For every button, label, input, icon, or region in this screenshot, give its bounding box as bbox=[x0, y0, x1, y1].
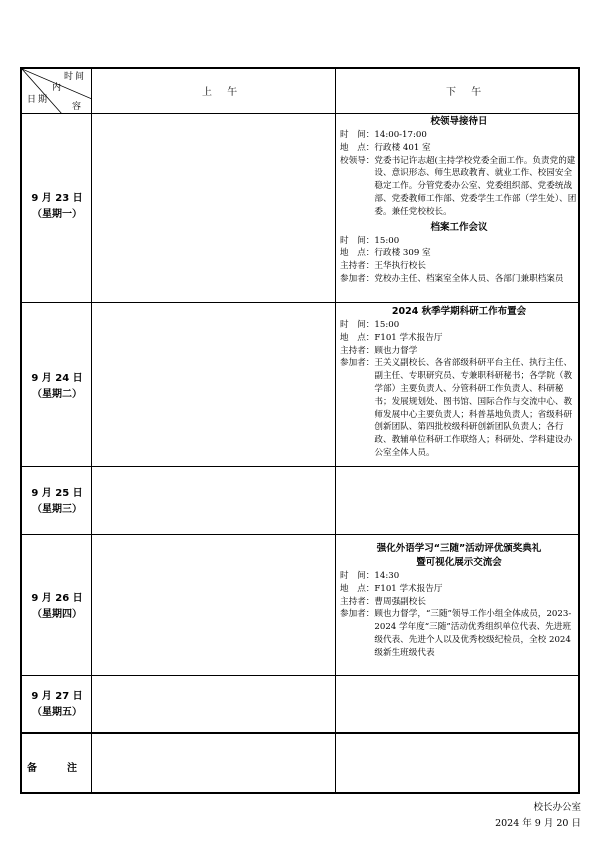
event-row bbox=[340, 332, 578, 345]
event-row bbox=[340, 142, 578, 155]
row-key: 校领导： bbox=[340, 155, 375, 166]
event-title: 校领导接待日 bbox=[430, 116, 488, 127]
schedule-table bbox=[20, 67, 580, 794]
column-divider bbox=[335, 69, 336, 792]
event-subtitle: 暨可视化展示交流会 bbox=[416, 557, 502, 568]
afternoon-cell-tue bbox=[340, 305, 578, 460]
event-row bbox=[340, 583, 578, 596]
row-value: 王华执行校长 bbox=[374, 261, 426, 272]
row-key: 地 点： bbox=[340, 248, 375, 259]
issuer-office: 校长办公室 bbox=[533, 802, 581, 813]
date-cell-tue bbox=[22, 371, 92, 403]
row-value: 行政楼 309 室 bbox=[374, 248, 431, 259]
row-value: 党校办主任、档案室全体人员、各部门兼职档案员 bbox=[374, 273, 564, 284]
row-divider bbox=[22, 113, 578, 114]
row-key: 时 间： bbox=[340, 320, 375, 330]
row-divider bbox=[22, 732, 578, 734]
date-label: 9 月 27 日 bbox=[31, 691, 83, 702]
event-title: 强化外语学习“三随”活动评优颁奖典礼 bbox=[376, 543, 542, 554]
corner-time-label: 时间 bbox=[64, 72, 87, 82]
row-divider bbox=[22, 534, 578, 535]
event-row bbox=[340, 129, 578, 142]
afternoon-cell-mon bbox=[340, 115, 578, 286]
row-key: 时 间： bbox=[340, 130, 375, 140]
row-key: 地 点： bbox=[340, 142, 375, 153]
row-value: F101 学术报告厅 bbox=[374, 583, 443, 594]
issue-date: 2024 年 9 月 20 日 bbox=[495, 818, 581, 829]
row-value: 14:00-17:00 bbox=[374, 130, 427, 140]
row-key: 主持者： bbox=[340, 596, 375, 607]
event-row bbox=[340, 155, 578, 219]
row-value: 顾也力督学 bbox=[374, 345, 418, 356]
event-row bbox=[340, 345, 578, 358]
row-value: 党委书记许志超(主持学校党委全面工作。负责党的建设、意识形态、师生思政教育、就业工作、校园安全稳定工作。分管党委办公室、党委组织部、党委统战部、党委教师工作部、党委学生工作部（学生处）、团委。兼任党校校长。 bbox=[374, 155, 577, 217]
weekday-label: （星期五） bbox=[32, 707, 82, 718]
event-row bbox=[340, 357, 578, 459]
date-cell-mon bbox=[22, 191, 92, 223]
row-key: 参加者： bbox=[340, 358, 375, 369]
weekday-label: （星期三） bbox=[32, 504, 82, 515]
row-key: 时 间： bbox=[340, 571, 375, 581]
row-value: 顾也力督学，“三随”领导工作小组全体成员，2023-2024 学年度“三随”活动优秀组织单位代表、先进班级代表、先进个人以及优秀校级纪检员，全校 2024 级新生班级代表 bbox=[374, 609, 572, 658]
row-key: 主持者： bbox=[340, 261, 375, 272]
afternoon-cell-thu bbox=[340, 542, 578, 660]
date-label: 9 月 26 日 bbox=[31, 593, 83, 604]
date-cell-wed bbox=[22, 486, 92, 518]
remark-label: 备 注 bbox=[27, 763, 87, 774]
corner-content-label: 内 bbox=[52, 83, 64, 93]
weekday-label: （星期二） bbox=[32, 389, 82, 400]
event-row bbox=[340, 247, 578, 260]
event-row bbox=[340, 570, 578, 583]
row-key: 参加者： bbox=[340, 609, 375, 620]
row-divider bbox=[22, 302, 578, 303]
row-key: 地 点： bbox=[340, 332, 375, 343]
date-cell-thu bbox=[22, 591, 92, 623]
row-value: 15:00 bbox=[374, 235, 400, 246]
row-divider bbox=[22, 466, 578, 467]
event-row bbox=[340, 235, 578, 248]
date-label: 9 月 23 日 bbox=[31, 193, 83, 204]
row-value: 14:30 bbox=[374, 571, 400, 581]
row-value: 王关义副校长、各省部级科研平台主任、执行主任、副主任、专职研究员、专兼职科研秘书；各学院（教学部）主要负责人、分管科研工作负责人、科研秘书；发展规划处、图书馆、国际合作与交流中心、教师发展中心主要负责人；科普基地负责人；省级科研创新团队、第四批校级科研创新团队负责人；各行政、教辅单位科研工作联络人；科研处、学科建设办公室全体人员。 bbox=[374, 358, 573, 458]
row-key: 主持者： bbox=[340, 345, 375, 356]
row-value: 曹周强副校长 bbox=[374, 596, 426, 607]
event-row bbox=[340, 260, 578, 273]
event-row bbox=[340, 608, 578, 659]
event-row bbox=[340, 273, 578, 286]
event-row bbox=[340, 596, 578, 609]
row-divider bbox=[22, 675, 578, 676]
column-divider bbox=[91, 69, 92, 792]
weekday-label: （星期四） bbox=[32, 609, 82, 620]
row-key: 参加者： bbox=[340, 273, 375, 284]
row-value: F101 学术报告厅 bbox=[374, 332, 443, 343]
row-key: 时 间： bbox=[340, 235, 375, 246]
event-row bbox=[340, 319, 578, 332]
row-value: 15:00 bbox=[374, 320, 400, 330]
event-title: 档案工作会议 bbox=[430, 221, 488, 233]
row-key: 地 点： bbox=[340, 583, 375, 594]
event-title: 2024 秋季学期科研工作布置会 bbox=[391, 306, 527, 317]
afternoon-header: 下 午 bbox=[446, 87, 488, 98]
date-label: 9 月 25 日 bbox=[31, 488, 83, 499]
corner-date-label: 日期 bbox=[27, 95, 50, 105]
morning-header: 上 午 bbox=[202, 87, 244, 98]
date-label: 9 月 24 日 bbox=[31, 373, 83, 384]
corner-content-label-2: 容 bbox=[72, 102, 84, 112]
weekday-label: （星期一） bbox=[32, 209, 82, 220]
date-cell-fri bbox=[22, 689, 92, 721]
row-value: 行政楼 401 室 bbox=[374, 142, 431, 153]
